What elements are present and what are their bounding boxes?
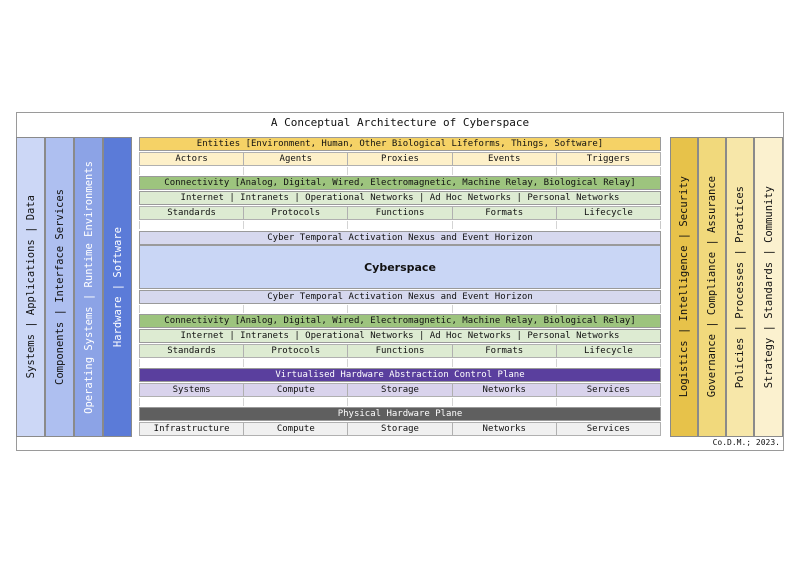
connectivity-cell: Functions	[347, 206, 452, 220]
left-column-label: Components | Interface Services	[53, 189, 66, 385]
left-column-label: Operating Systems | Runtime Environments	[82, 160, 95, 414]
virtual-plane-header: Virtualised Hardware Abstraction Control Plane	[139, 368, 661, 382]
connectivity-cell: Protocols	[243, 344, 348, 358]
entities-row	[139, 152, 661, 166]
physical-cell: Infrastructure	[139, 422, 244, 436]
physical-plane-header: Physical Hardware Plane	[139, 407, 661, 421]
left-column-components	[45, 137, 74, 437]
entity-cell: Actors	[139, 152, 244, 166]
physical-plane-row	[139, 422, 661, 436]
virtual-cell: Networks	[452, 383, 557, 397]
spacer-row	[139, 359, 661, 367]
right-column-label: Governance | Compliance | Assurance	[706, 176, 718, 398]
right-column-strategy	[754, 137, 783, 437]
nexus-upper: Cyber Temporal Activation Nexus and Event Horizon	[139, 231, 661, 245]
connectivity-header-lower: Connectivity [Analog, Digital, Wired, Electromagnetic, Machine Relay, Biological Relay]	[139, 314, 661, 328]
connectivity-row-lower	[139, 344, 661, 358]
right-column-label: Strategy | Standards | Community	[762, 185, 775, 389]
right-column-label: Policies | Processes | Practices	[734, 185, 746, 389]
left-column-operating-systems	[74, 137, 103, 437]
nexus-lower: Cyber Temporal Activation Nexus and Event Horizon	[139, 290, 661, 304]
credit-text: Co.D.M.; 2023.	[712, 438, 780, 447]
virtual-plane-row	[139, 383, 661, 397]
left-column-label: Hardware | Software	[111, 226, 124, 348]
networks-row-upper: Internet | Intranets | Operational Networks | Ad Hoc Networks | Personal Networks	[139, 191, 661, 205]
cyberspace-core: Cyberspace	[139, 245, 661, 289]
diagram-title: A Conceptual Architecture of Cyberspace	[270, 116, 530, 129]
right-column-label: Logistics | Intelligence | Security	[678, 176, 690, 398]
virtual-cell: Storage	[347, 383, 452, 397]
physical-cell: Compute	[243, 422, 348, 436]
physical-cell: Storage	[347, 422, 452, 436]
entity-cell: Events	[452, 152, 557, 166]
left-column-systems	[16, 137, 45, 437]
physical-cell: Networks	[452, 422, 557, 436]
virtual-cell: Compute	[243, 383, 348, 397]
connectivity-cell: Protocols	[243, 206, 348, 220]
entity-cell: Triggers	[556, 152, 661, 166]
spacer-row	[139, 221, 661, 229]
physical-cell: Services	[556, 422, 661, 436]
entity-cell: Agents	[243, 152, 348, 166]
connectivity-cell: Lifecycle	[556, 206, 661, 220]
virtual-cell: Services	[556, 383, 661, 397]
virtual-cell: Systems	[139, 383, 244, 397]
entities-header: Entities [Environment, Human, Other Biological Lifeforms, Things, Software]	[139, 137, 661, 151]
connectivity-cell: Formats	[452, 344, 557, 358]
connectivity-header-upper: Connectivity [Analog, Digital, Wired, Electromagnetic, Machine Relay, Biological Relay]	[139, 176, 661, 190]
connectivity-cell: Formats	[452, 206, 557, 220]
spacer-row	[139, 398, 661, 406]
right-column-policies	[726, 137, 754, 437]
entity-cell: Proxies	[347, 152, 452, 166]
connectivity-cell: Standards	[139, 344, 244, 358]
right-column-logistics	[670, 137, 698, 437]
left-column-label: Systems | Applications | Data	[24, 195, 37, 379]
connectivity-row-upper	[139, 206, 661, 220]
connectivity-cell: Lifecycle	[556, 344, 661, 358]
spacer-row	[139, 167, 661, 175]
right-column-governance	[698, 137, 726, 437]
connectivity-cell: Functions	[347, 344, 452, 358]
networks-row-lower: Internet | Intranets | Operational Networks | Ad Hoc Networks | Personal Networks	[139, 329, 661, 343]
left-column-hardware	[103, 137, 132, 437]
connectivity-cell: Standards	[139, 206, 244, 220]
spacer-row	[139, 305, 661, 313]
